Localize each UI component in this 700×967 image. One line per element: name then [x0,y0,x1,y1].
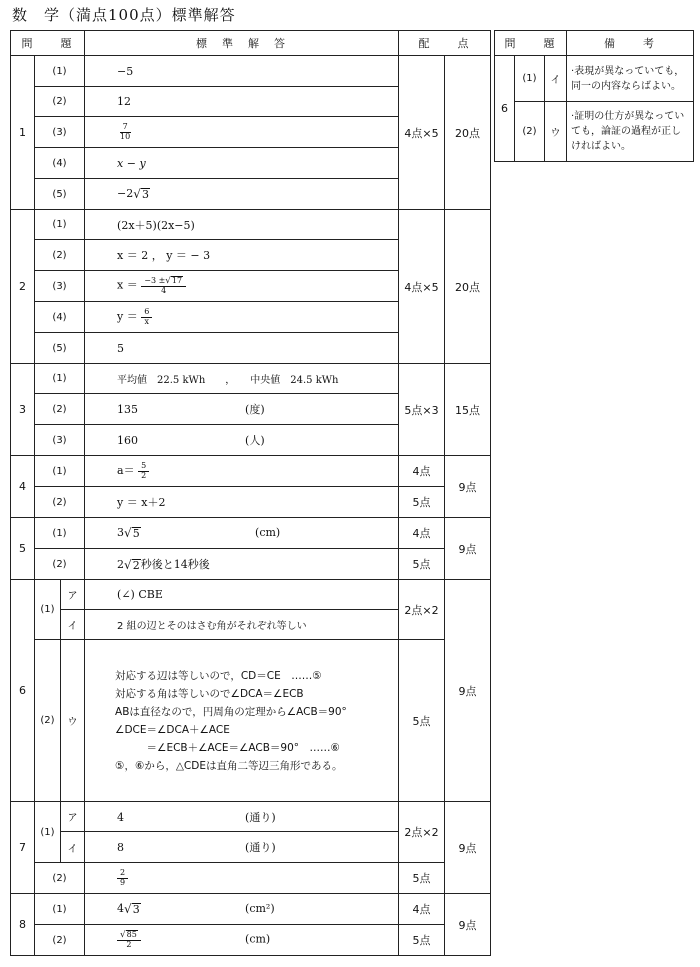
proof-line: 対応する辺は等しいので，CD＝CE ……⑤ [115,669,322,682]
answer-cell: x − y [85,148,399,179]
header-answer: 標 準 解 答 [85,31,399,56]
kana-label: イ [545,56,567,102]
sqrt-icon: √ [124,902,132,916]
points-cell: 5点 [399,925,445,956]
header-question: 問 題 [11,31,85,56]
answer-cell [85,863,399,894]
question-number: 8 [11,894,35,956]
radicand: 85 [126,930,137,940]
answer-prefix: 2 [117,558,125,571]
sqrt-icon: √ [165,275,171,286]
points-cell: 4点×5 [399,210,445,364]
question-number: 3 [11,364,35,456]
numerator: 2 [117,869,128,878]
table-row [11,56,491,87]
answer-value: 4 [117,810,125,824]
table-row [11,802,491,832]
answer-cell: 5 [85,333,399,364]
table-row [11,549,491,580]
header-row [495,31,694,56]
fraction [141,276,186,295]
sub-number: (3) [35,425,85,456]
radicand: 17 [171,276,183,286]
sub-number: (3) [35,117,85,148]
answer-prefix: a＝ [117,464,135,478]
answer-cell: (2x＋5)(2x−5) [85,210,399,240]
table-row [11,925,491,956]
denominator: 9 [120,877,126,887]
answer-cell [85,894,399,925]
points-cell: 5点 [399,640,445,802]
answer-suffix: 秒後と14秒後 [140,558,210,571]
sub-number: (1) [515,56,545,102]
answer-cell [85,518,399,549]
points-cell: 4点 [399,894,445,925]
header-points: 配 点 [399,31,491,56]
points-cell: 5点 [399,549,445,580]
denominator: 10 [120,131,131,141]
answer-cell [85,925,399,956]
fraction [138,462,149,480]
proof-line: 対応する角は等しいので∠DCA＝∠ECB [115,687,304,700]
total-cell: 9点 [445,580,491,802]
answer-prefix: x ＝ [117,279,138,292]
answer-prefix: 3 [117,526,125,539]
remark-note: ·証明の仕方が異なっていても，論証の過程が正しければよい。 [567,102,694,162]
sub-number: (1) [35,456,85,487]
numerator: 5 [138,462,149,471]
header-row [11,31,491,56]
sub-number: (1) [35,580,61,640]
denominator: x [144,316,150,326]
numerator: 6 [141,308,152,317]
answer-cell: (∠) CBE [85,580,399,610]
table-row [11,210,491,240]
fraction [117,869,128,887]
answer-table [10,30,491,956]
answer-unit: (通り) [245,810,276,824]
radical [133,187,150,201]
question-number: 4 [11,456,35,518]
proof-text [85,653,398,789]
denominator: 4 [161,286,167,296]
kana-label: ウ [61,640,85,802]
sub-number: (5) [35,333,85,364]
total-cell: 20点 [445,210,491,364]
answer-cell [85,179,399,210]
answer-cell [85,271,399,302]
table-row [11,487,491,518]
numerator-prefix: −3 ± [144,276,166,286]
kana-label: イ [61,832,85,863]
table-row [495,56,694,102]
sub-number: (2) [35,640,61,802]
radicand: 5 [132,526,140,540]
question-number: 5 [11,518,35,580]
total-cell: 15点 [445,364,491,456]
total-cell: 9点 [445,456,491,518]
proof-line: ＝∠ECB＋∠ACE＝∠ACB＝90° ……⑥ [115,741,340,754]
sub-number: (2) [35,240,85,271]
proof-line: ∠DCE＝∠DCA＋∠ACE [115,723,230,736]
answer-unit: (人) [245,434,265,447]
points-cell: 5点 [399,863,445,894]
header-remarks: 備 考 [567,31,694,56]
answer-cell [85,456,399,487]
sub-number: (2) [35,925,85,956]
sub-number: (1) [35,802,61,863]
sub-number: (1) [35,56,85,87]
fraction [141,308,152,326]
denominator: 2 [141,470,147,480]
answer-cell [85,302,399,333]
answer-cell: 2 組の辺とそのはさむ角がそれぞれ等しい [85,610,399,640]
points-cell: 5点 [399,487,445,518]
radicand: 2 [132,558,140,572]
sqrt-icon: √ [120,929,126,940]
sub-number: (5) [35,179,85,210]
answer-value: 160 [117,434,139,447]
sqrt-icon: √ [124,558,132,572]
sub-number: (1) [35,364,85,394]
answer-cell [85,117,399,148]
sub-number: (4) [35,302,85,333]
table-row [11,518,491,549]
fraction [117,930,141,949]
radicand: 3 [141,187,149,201]
total-cell: 20点 [445,56,491,210]
kana-label: イ [61,610,85,640]
answer-cell [85,549,399,580]
table-row [495,102,694,162]
answer-cell: 平均値 22.5 kWh ， 中央値 24.5 kWh [85,364,399,394]
sub-number: (2) [35,863,85,894]
answer-unit: (cm²) [245,902,275,915]
remarks-table [494,30,694,162]
question-number: 1 [11,56,35,210]
table-row [11,640,491,802]
answer-unit: (度) [245,403,265,416]
sub-number: (2) [35,487,85,518]
answer-prefix: 4 [117,902,125,915]
answer-cell [85,425,399,456]
answer-prefix: y ＝ [117,310,138,324]
points-cell: 4点 [399,518,445,549]
fraction [117,123,133,141]
total-cell: 9点 [445,894,491,956]
answer-cell [85,802,399,832]
table-row [11,894,491,925]
sqrt-icon: √ [133,187,141,201]
answer-prefix: −2 [117,187,134,200]
header-question: 問 題 [495,31,567,56]
points-cell: 4点 [399,456,445,487]
question-number: 7 [11,802,35,894]
sub-number: (2) [35,549,85,580]
table-row [11,364,491,394]
points-cell: 2点×2 [399,580,445,640]
total-cell: 9点 [445,802,491,894]
answer-cell: y ＝ x＋2 [85,487,399,518]
answer-unit: (cm) [255,526,281,539]
answer-cell: −5 [85,56,399,87]
sub-number: (3) [35,271,85,302]
table-row [11,580,491,610]
answer-unit: (cm) [245,933,271,946]
proof-cell [85,640,399,802]
question-number: 6 [11,580,35,802]
radicand: 3 [132,902,140,916]
question-number: 6 [495,56,515,162]
sub-number: (1) [35,518,85,549]
points-cell: 4点×5 [399,56,445,210]
sub-number: (4) [35,148,85,179]
answer-cell [85,832,399,863]
sqrt-icon: √ [124,526,132,540]
answer-value: 135 [117,403,139,416]
answer-cell [85,394,399,425]
kana-label: ア [61,802,85,832]
page-title: 数 学（満点100点）標準解答 [12,6,236,24]
points-cell: 5点×3 [399,364,445,456]
numerator: 7 [120,123,131,132]
table-row [11,863,491,894]
answer-unit: (通り) [245,841,276,854]
question-number: 2 [11,210,35,364]
sub-number: (2) [35,394,85,425]
remark-note: ·表現が異なっていても，同一の内容ならばよい。 [567,56,694,102]
table-row [11,456,491,487]
denominator: 2 [126,940,132,950]
sub-number: (2) [515,102,545,162]
answer-value: 8 [117,841,125,854]
kana-label: ウ [545,102,567,162]
proof-line: ⑤，⑥から，△CDEは直角二等辺三角形である。 [115,759,343,772]
proof-line: ABは直径なので，円周角の定理から∠ACB＝90° [115,705,347,718]
answer-cell: x ＝ 2 ， y ＝ − 3 [85,240,399,271]
points-cell: 2点×2 [399,802,445,863]
kana-label: ア [61,580,85,610]
sub-number: (1) [35,210,85,240]
answer-cell: 12 [85,87,399,117]
sub-number: (2) [35,87,85,117]
sub-number: (1) [35,894,85,925]
total-cell: 9点 [445,518,491,580]
